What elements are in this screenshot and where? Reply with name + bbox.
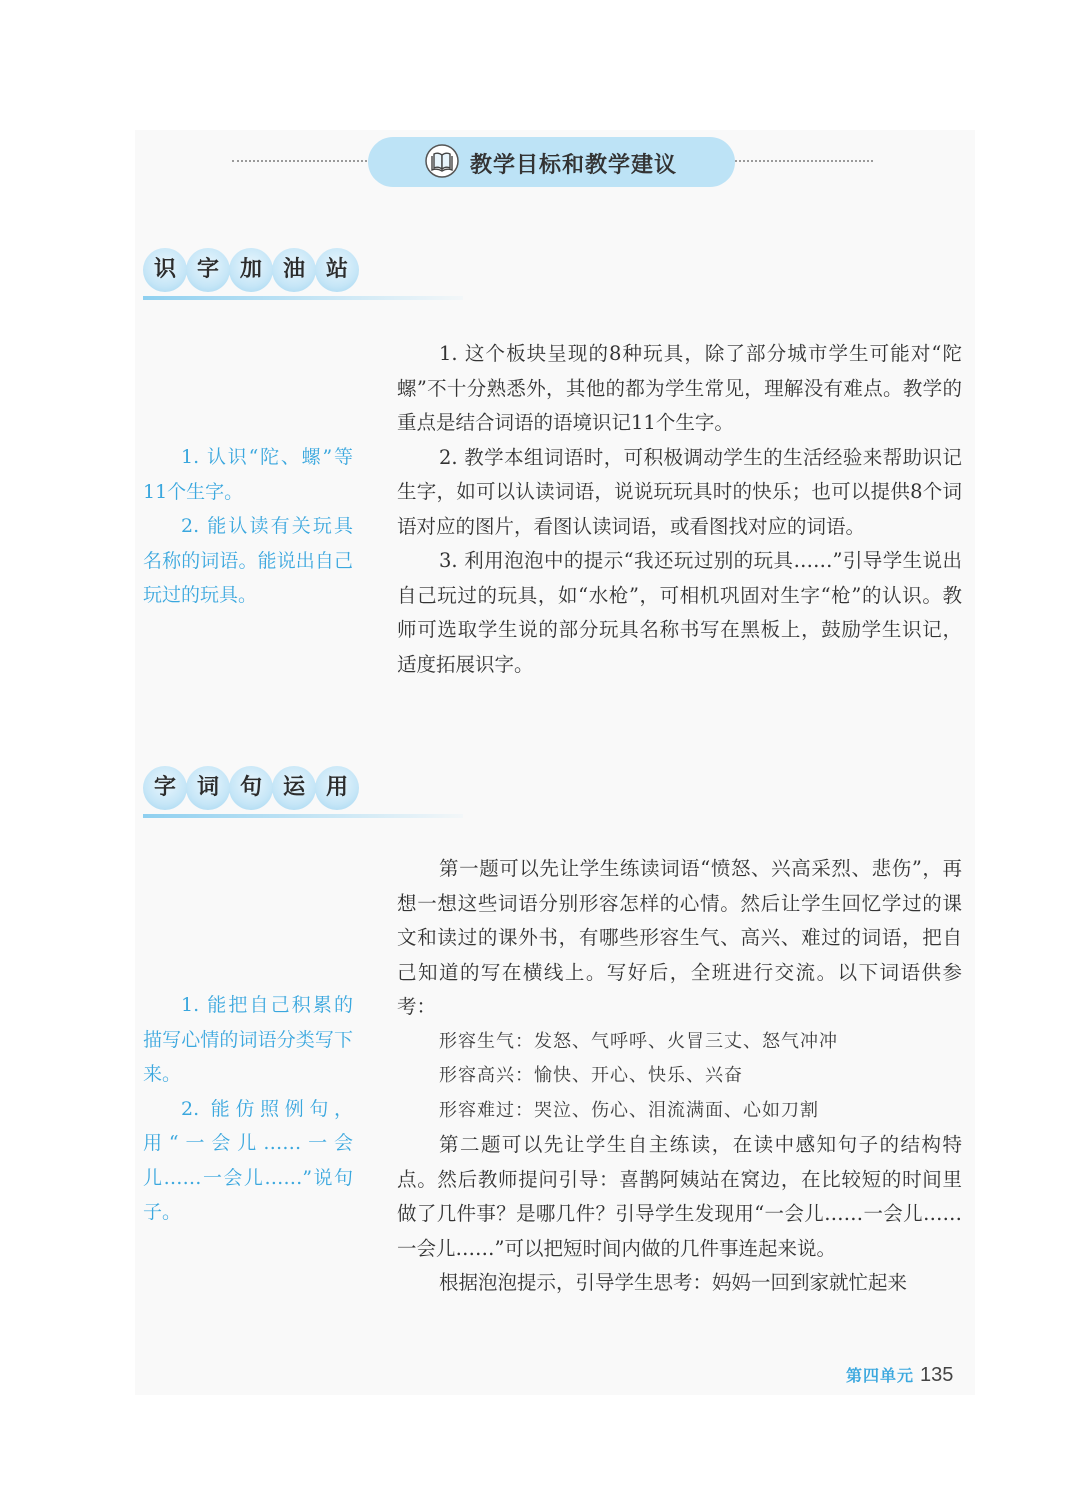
page-title: 教学目标和教学建议 xyxy=(470,153,678,178)
header-dotted-rule-left xyxy=(232,160,367,162)
body-paragraph: 第二题可以先让学生自主练读，在读中感知句子的结构特点。然后教师提问引导：喜鹊阿姨站在窝边，在比较短的时间里做了几件事？是哪几件？引导学生发现用“一会儿……一会儿……一会儿……”可以把短时间内做的几件事连起来说。 xyxy=(397,1133,962,1260)
section-goals xyxy=(143,440,353,613)
body-paragraph: 第一题可以先让学生练读词语“愤怒、兴高采烈、悲伤”，再想一想这些词语分别形容怎样的心情。然后让学生回忆学过的课文和读过的课外书，有哪些形容生气、高兴、难过的词语，把自己知道的写在横线上。写好后，全班进行交流。以下词语供参考： xyxy=(397,857,962,1018)
heading-char: 识 xyxy=(143,248,187,292)
heading-char: 油 xyxy=(272,248,316,292)
section-heading-word-usage xyxy=(143,766,473,816)
body-paragraph: 根据泡泡提示，引导学生思考：妈妈一回到家就忙起来 xyxy=(439,1271,908,1294)
heading-char: 字 xyxy=(186,248,230,292)
heading-char: 词 xyxy=(186,766,230,810)
body-paragraph: 3. 利用泡泡中的提示“我还玩过别的玩具……”引导学生说出自己玩过的玩具，如“水枪”，可相机巩固对生字“枪”的认识。教师可选取学生说的部分玩具名称书写在黑板上，鼓励学生识记，适度拓展识字。 xyxy=(397,549,962,676)
page-number: 135 xyxy=(920,1364,954,1386)
page-footer xyxy=(846,1363,953,1387)
goal-item: 1. 认识“陀、螺”等11个生字。 xyxy=(143,446,353,503)
heading-char: 运 xyxy=(272,766,316,810)
heading-char: 用 xyxy=(315,766,359,810)
unit-label: 第四单元 xyxy=(846,1366,915,1385)
section-goals xyxy=(143,988,353,1230)
book-icon xyxy=(424,143,460,179)
heading-char: 字 xyxy=(143,766,187,810)
section-body xyxy=(397,337,962,682)
goal-item: 1. 能把自己积累的描写心情的词语分类写下来。 xyxy=(143,994,353,1085)
header-dotted-rule-right xyxy=(735,160,873,162)
section-underline xyxy=(143,814,463,818)
body-paragraph: 1. 这个板块呈现的8种玩具，除了部分城市学生可能对“陀螺”不十分熟悉外，其他的都为学生常见，理解没有难点。教学的重点是结合词语的语境识记11个生字。 xyxy=(397,342,962,434)
body-paragraph: 2. 教学本组词语时，可积极调动学生的生活经验来帮助识记生字，如可以认读词语，说说玩玩具时的快乐；也可以提供8个词语对应的图片，看图认读词语，或看图找对应的词语。 xyxy=(397,445,962,538)
heading-char: 句 xyxy=(229,766,273,810)
section-heading-literacy xyxy=(143,248,473,298)
section-underline xyxy=(143,296,463,300)
goal-item: 2. 能认读有关玩具名称的词语。能说出自己玩过的玩具。 xyxy=(143,515,353,606)
goal-item: 2. 能仿照例句，用“一会儿……一会儿……一会儿……”说句子。 xyxy=(143,1097,353,1223)
section-body xyxy=(397,852,962,1301)
heading-char: 站 xyxy=(315,248,359,292)
reference-words: 形容难过：哭泣、伤心、泪流满面、心如刀割 xyxy=(439,1099,819,1121)
reference-words: 形容生气：发怒、气呼呼、火冒三丈、怒气冲冲 xyxy=(439,1030,838,1052)
heading-char: 加 xyxy=(229,248,273,292)
reference-words: 形容高兴：愉快、开心、快乐、兴奋 xyxy=(439,1065,743,1086)
